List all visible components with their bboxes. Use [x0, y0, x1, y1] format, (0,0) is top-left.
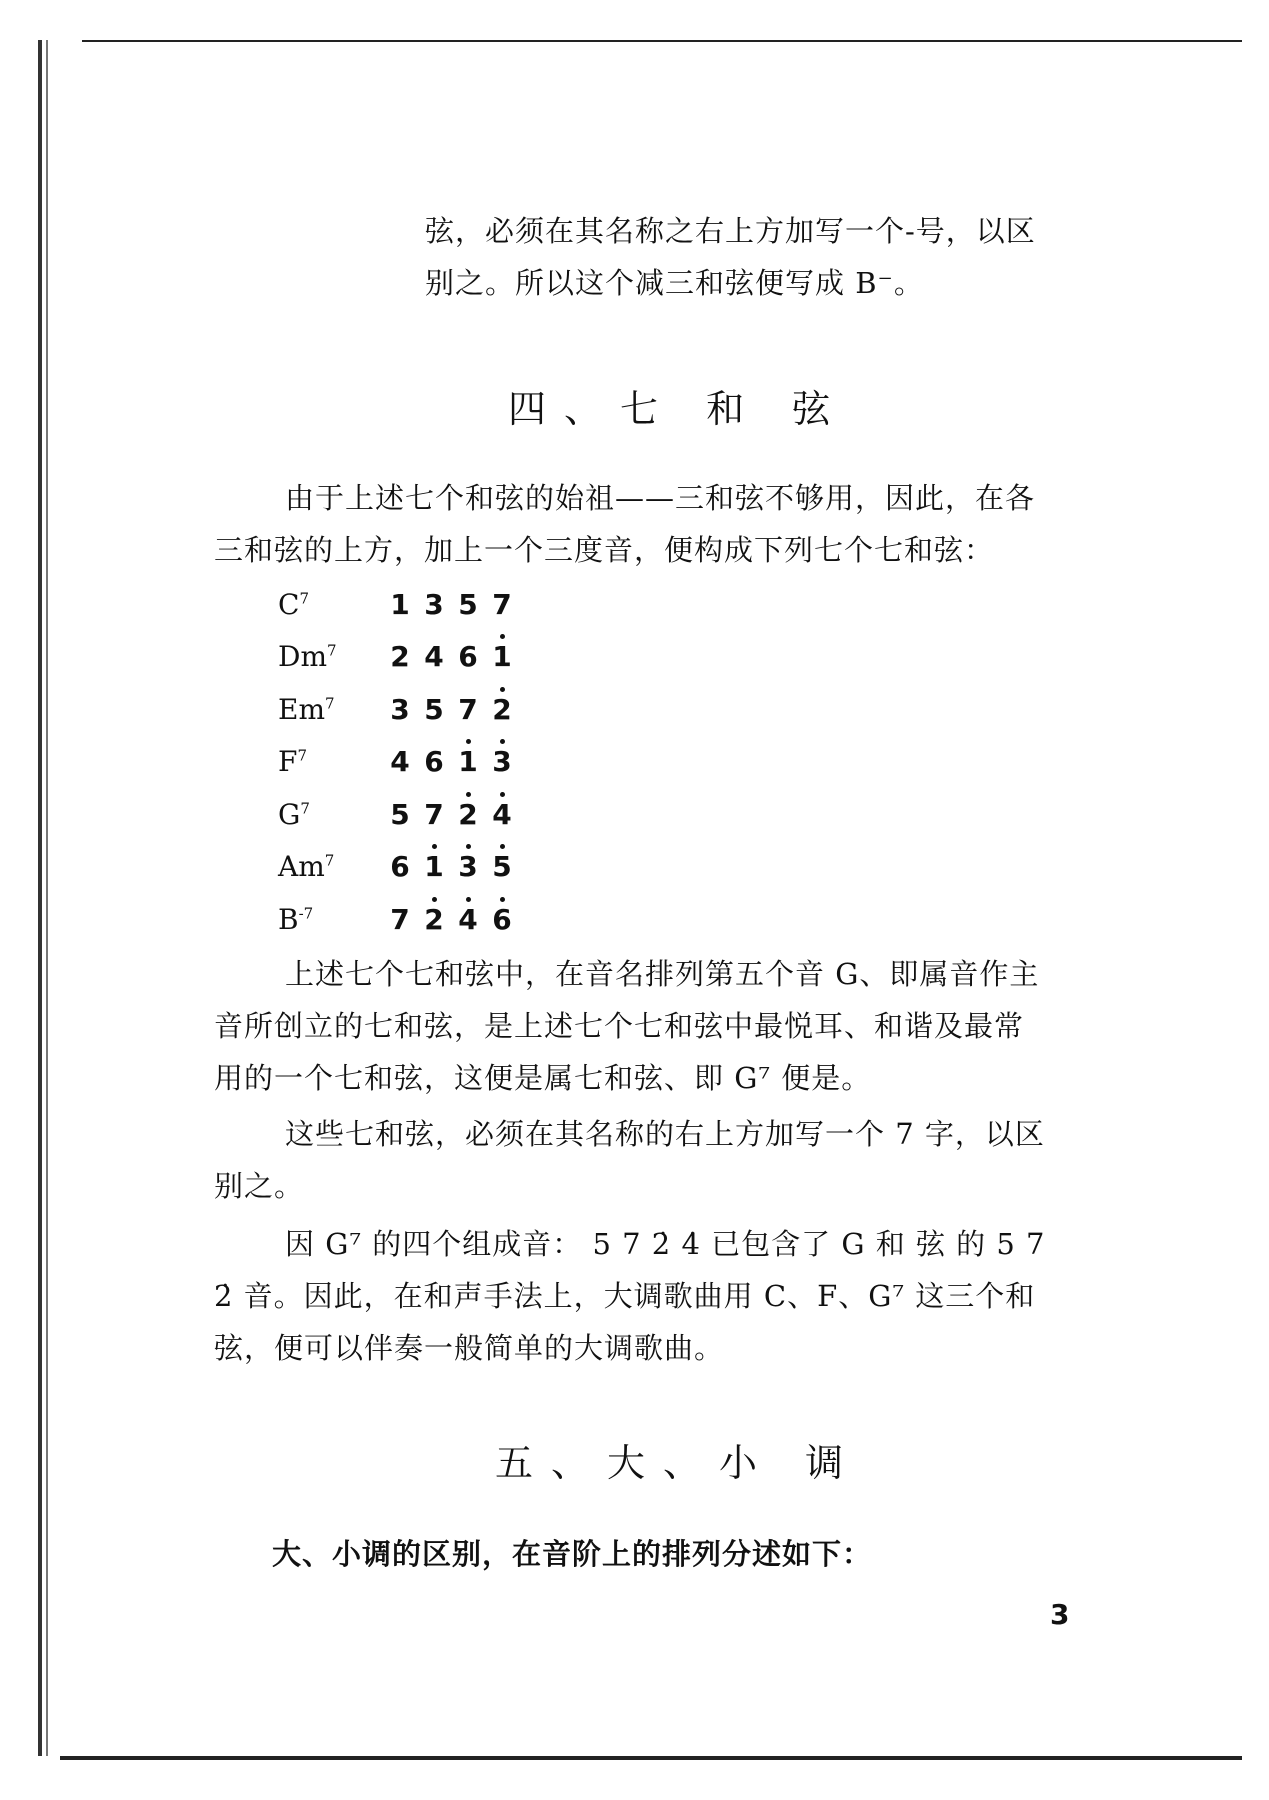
- chord-row: [278, 683, 512, 736]
- chord-row: [278, 893, 512, 946]
- chord-root: Am: [278, 850, 325, 884]
- note: 2: [390, 640, 410, 674]
- note: 3: [390, 692, 410, 726]
- section5-paragraph-1: 大、小调的区别，在音阶上的排列分述如下：: [272, 1537, 873, 1571]
- chord-name: [278, 693, 390, 726]
- note-high-octave: 1: [424, 850, 444, 884]
- section4-paragraph-3-line-2: 别之。: [214, 1169, 305, 1203]
- page-number: 3: [1050, 1598, 1070, 1631]
- note: 5: [424, 692, 444, 726]
- chord-row: [278, 841, 512, 894]
- section4-paragraph-4-line-2: 2̇ 音。因此，在和声手法上，大调歌曲用 C、F、G⁷ 这三个和: [214, 1279, 1036, 1313]
- section4-paragraph-1-line-2: 三和弦的上方，加上一个三度音，便构成下列七个七和弦：: [214, 533, 995, 567]
- note: 6: [424, 745, 444, 779]
- chord-superscript: 7: [324, 851, 335, 870]
- section-heading-major-minor: 五、大、小 调: [495, 1441, 862, 1485]
- chord-name: [278, 745, 390, 778]
- chord-root: B: [278, 902, 299, 936]
- chord-name: [278, 798, 390, 831]
- binding-edge: [38, 40, 42, 1756]
- chord-row: [278, 631, 512, 684]
- note: 7: [424, 797, 444, 831]
- chord-root: Em: [278, 692, 325, 726]
- intro-line-2: 别之。所以这个减三和弦便写成 B⁻。: [425, 266, 924, 300]
- chord-name: [278, 903, 390, 936]
- note-high-octave: 3: [492, 745, 512, 779]
- note: 1: [390, 587, 410, 621]
- note: 5: [458, 587, 478, 621]
- section-heading-seventh-chords: 四、七 和 弦: [508, 387, 849, 431]
- section4-paragraph-2-line-2: 音所创立的七和弦，是上述七个七和弦中最悦耳、和谐及最常: [214, 1009, 1025, 1043]
- note: 4: [424, 640, 444, 674]
- chord-superscript: 7: [297, 746, 307, 765]
- section4-paragraph-2-line-3: 用的一个七和弦，这便是属七和弦、即 G⁷ 便是。: [214, 1061, 872, 1095]
- note-high-octave: 3: [458, 850, 478, 884]
- note: 7: [492, 587, 512, 621]
- intro-line-1: 弦，必须在其名称之右上方加写一个-号，以区: [425, 214, 1036, 248]
- section4-paragraph-3-line-1: 这些七和弦，必须在其名称的右上方加写一个 7 字，以区: [285, 1117, 1045, 1151]
- section4-paragraph-2-line-1: 上述七个七和弦中，在音名排列第五个音 G、即属音作主: [285, 957, 1040, 991]
- chord-row: [278, 788, 512, 841]
- note: 7: [458, 692, 478, 726]
- section4-paragraph-4-line-3: 弦，便可以伴奏一般简单的大调歌曲。: [214, 1331, 725, 1365]
- chord-superscript: 7: [327, 641, 337, 660]
- chord-superscript: 7: [300, 799, 310, 818]
- chord-row: [278, 736, 512, 789]
- section4-paragraph-1-line-1: 由于上述七个和弦的始祖——三和弦不够用，因此，在各: [285, 481, 1036, 515]
- note-high-octave: 2: [424, 902, 444, 936]
- chord-notes: [390, 903, 512, 936]
- chord-name: [278, 850, 390, 883]
- note-high-octave: 4: [458, 902, 478, 936]
- chord-superscript: -7: [298, 904, 314, 923]
- note-high-octave: 1: [492, 640, 512, 674]
- chord-notes: [390, 798, 512, 831]
- section4-paragraph-4-line-1: 因 G⁷ 的四个组成音： 5 7 2̇ 4̇ 已包含了 G 和 弦 的 5 7: [285, 1227, 1046, 1261]
- chord-notes: [390, 588, 512, 621]
- note-high-octave: 1: [458, 745, 478, 779]
- note-high-octave: 2: [458, 797, 478, 831]
- seventh-chord-table: [278, 578, 512, 946]
- chord-row: [278, 578, 512, 631]
- note: 5: [390, 797, 410, 831]
- chord-notes: [390, 745, 512, 778]
- chord-root: Dm: [278, 640, 327, 674]
- note: 6: [458, 640, 478, 674]
- chord-superscript: 7: [325, 694, 335, 713]
- chord-notes: [390, 850, 512, 883]
- chord-notes: [390, 640, 512, 673]
- note-high-octave: 5: [492, 850, 512, 884]
- note: 6: [390, 850, 410, 884]
- chord-name: [278, 588, 390, 621]
- chord-root: G: [278, 797, 301, 831]
- bottom-rule: [60, 1756, 1242, 1760]
- chord-root: F: [278, 745, 298, 779]
- binding-edge-shadow: [46, 40, 48, 1756]
- note: 7: [390, 902, 410, 936]
- note: 4: [390, 745, 410, 779]
- chord-root: C: [278, 587, 300, 621]
- chord-superscript: 7: [299, 589, 309, 608]
- note-high-octave: 2: [492, 692, 512, 726]
- chord-name: [278, 640, 390, 673]
- chord-notes: [390, 693, 512, 726]
- top-rule: [82, 40, 1242, 42]
- note: 3: [424, 587, 444, 621]
- note-high-octave: 6: [492, 902, 512, 936]
- note-high-octave: 4: [492, 797, 512, 831]
